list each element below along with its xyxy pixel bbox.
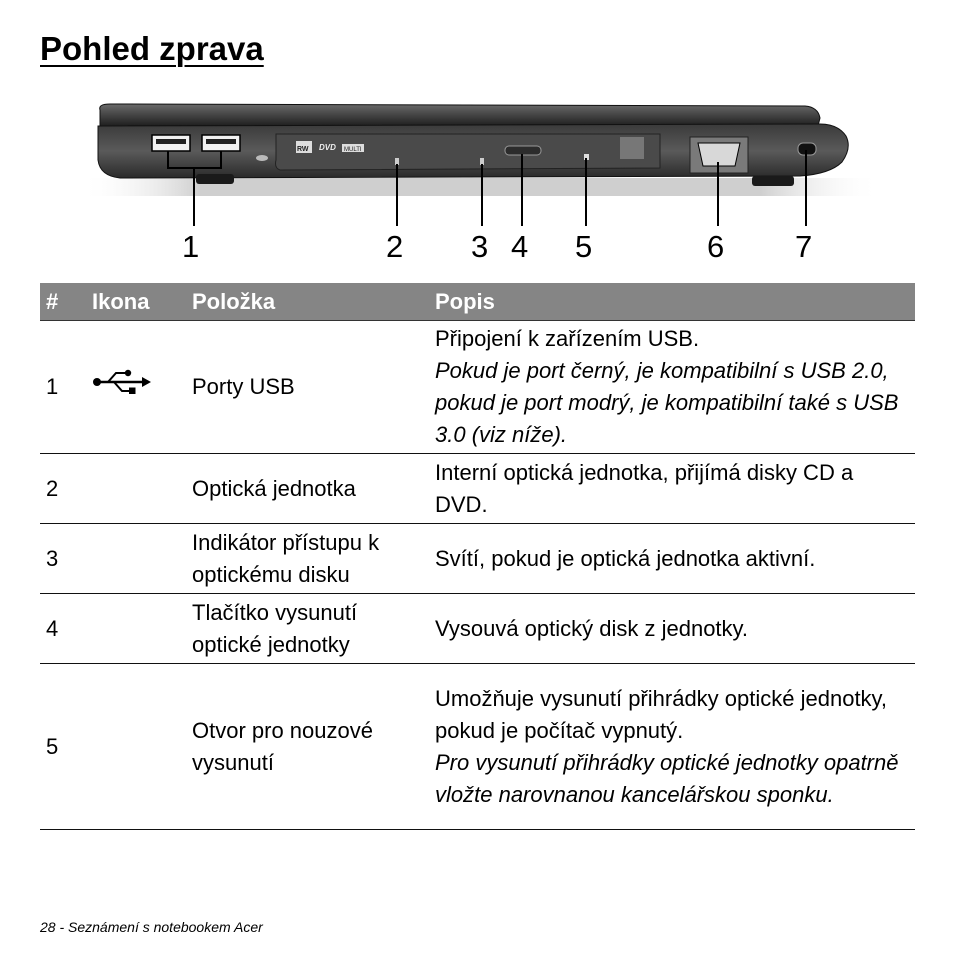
row-description: Interní optická jednotka, přijímá disky CD a DVD. <box>429 454 915 524</box>
row-icon-cell <box>86 524 186 594</box>
row-icon-cell <box>86 454 186 524</box>
callout-5: 5 <box>575 229 593 264</box>
callout-7: 7 <box>795 229 813 264</box>
callout-4: 4 <box>511 229 529 264</box>
table-header-row <box>40 283 915 321</box>
table-row <box>40 321 915 454</box>
description-text: Připojení k zařízením USB. <box>435 326 700 351</box>
page-title: Pohled zprava <box>40 30 264 67</box>
row-icon-cell <box>86 594 186 664</box>
description-note: Pokud je port černý, je kompatibilní s USB 2.0, pokud je port modrý, je kompatibilní také s USB 3.0 (viz níže). <box>435 358 899 447</box>
table-row <box>40 524 915 594</box>
row-number: 5 <box>40 664 86 830</box>
row-item: Porty USB <box>186 321 429 454</box>
row-number: 1 <box>40 321 86 454</box>
optical-drive <box>276 134 661 170</box>
rear-foot <box>752 176 794 186</box>
drive-logo-dvd: DVD <box>319 143 336 152</box>
table-row <box>40 454 915 524</box>
header-description: Popis <box>429 283 915 321</box>
drive-logo-multi: MULTI <box>344 147 362 153</box>
row-item: Otvor pro nouzové vysunutí <box>186 664 429 830</box>
description-text: Umožňuje vysunutí přihrádky optické jednotky, pokud je počítač vypnutý. <box>435 685 888 743</box>
row-item: Optická jednotka <box>186 454 429 524</box>
row-description <box>429 664 915 830</box>
row-description: Svítí, pokud je optická jednotka aktivní. <box>429 524 915 594</box>
laptop-lid <box>100 104 820 126</box>
row-number: 2 <box>40 454 86 524</box>
row-number: 3 <box>40 524 86 594</box>
table-row <box>40 664 915 830</box>
table-row <box>40 594 915 664</box>
row-number: 4 <box>40 594 86 664</box>
usb-icon <box>92 368 154 398</box>
row-icon-cell <box>86 664 186 830</box>
callout-6: 6 <box>707 229 725 264</box>
page-footer: 28 - Seznámení s notebookem Acer <box>40 919 263 935</box>
header-item: Položka <box>186 283 429 321</box>
row-icon-cell <box>86 321 186 454</box>
callout-2: 2 <box>386 229 404 264</box>
callout-3: 3 <box>471 229 489 264</box>
row-description: Vysouvá optický disk z jednotky. <box>429 594 915 664</box>
header-icon: Ikona <box>86 283 186 321</box>
header-number: # <box>40 283 86 321</box>
row-description <box>429 321 915 454</box>
port-spec-table <box>40 283 915 830</box>
description-note: Pro vysunutí přihrádky optické jednotky opatrně vložte narovnanou kancelářskou sponku. <box>435 749 899 807</box>
front-foot <box>196 174 234 184</box>
callout-1: 1 <box>182 229 200 264</box>
drive-logo-rw: RW <box>297 146 309 153</box>
row-item: Tlačítko vysunutí optické jednotky <box>186 594 429 664</box>
row-item: Indikátor přístupu k optickému disku <box>186 524 429 594</box>
